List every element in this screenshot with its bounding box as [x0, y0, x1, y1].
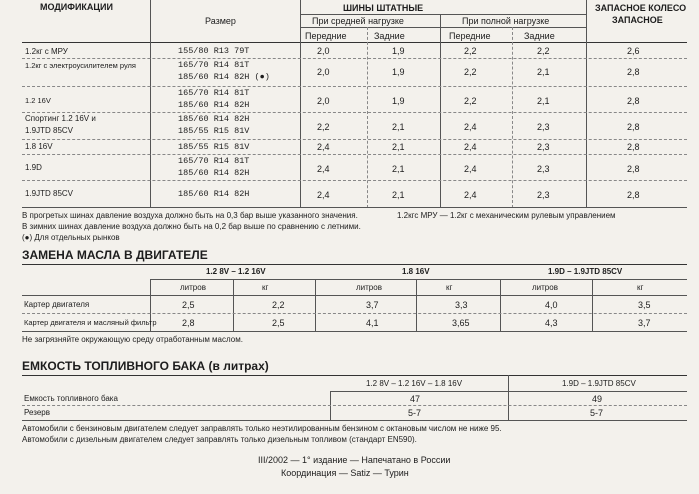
- row-separator: [22, 58, 687, 59]
- tire-row-value: 2,4: [464, 142, 477, 152]
- oil-value: 4,0: [545, 300, 558, 310]
- oil-value: 3,3: [455, 300, 468, 310]
- oil-group: 1.2 8V – 1.2 16V: [206, 267, 266, 276]
- fuel-col: [508, 375, 509, 420]
- row-separator: [22, 112, 687, 113]
- tire-row-value: 2,3: [537, 190, 550, 200]
- tire-row-size: 185/60 R14 82H (●): [178, 72, 270, 82]
- tire-row-size: 185/60 R14 82H: [178, 114, 250, 124]
- tire-row-value: 2,1: [392, 164, 405, 174]
- oil-col: [315, 279, 316, 332]
- full-load-header: При полной нагрузке: [462, 16, 550, 26]
- tire-row-value: 2,3: [537, 142, 550, 152]
- tire-row-size: 185/55 R15 81V: [178, 142, 250, 152]
- oil-group: 1.9D – 1.9JTD 85CV: [548, 267, 623, 276]
- tire-row-model: 1.9JTD 85CV: [25, 189, 74, 198]
- full-front-header: Передние: [449, 31, 491, 41]
- tire-row-size: 185/60 R14 82H: [178, 100, 250, 110]
- avg-rear-header: Задние: [374, 31, 405, 41]
- tire-row-value: 2,6: [627, 46, 640, 56]
- tire-row-value: 2,8: [627, 67, 640, 77]
- tire-row-value: 2,2: [464, 96, 477, 106]
- oil-value: 2,8: [182, 318, 195, 328]
- oil-row-label: Картер двигателя: [24, 300, 90, 309]
- oil-value: 2,2: [272, 300, 285, 310]
- header-line: [300, 27, 586, 28]
- fuel-group: 1.2 8V – 1.2 16V – 1.8 16V: [366, 379, 463, 388]
- tire-row-value: 2,8: [627, 122, 640, 132]
- oil-line: [22, 295, 687, 296]
- tire-row-model: 1.9JTD 85CV: [25, 126, 74, 135]
- size-header: Размер: [205, 16, 236, 26]
- tire-row-size: 185/60 R14 82H: [178, 168, 250, 178]
- tire-row-value: 1,9: [392, 67, 405, 77]
- fuel-row-label: Емкость топливного бака: [24, 394, 118, 403]
- fuel-value: 5-7: [408, 408, 422, 418]
- tire-row-value: 2,0: [317, 46, 330, 56]
- tire-row-value: 2,4: [464, 122, 477, 132]
- fuel-note: Автомобили с дизельным двигателем следует заправлять только дизельным топливом (стандарт EN590).: [22, 435, 417, 444]
- tire-row-value: 2,4: [464, 190, 477, 200]
- oil-value: 3,7: [638, 318, 651, 328]
- row-separator: [22, 86, 687, 87]
- modification-header: МОДИФИКАЦИИ: [40, 2, 113, 12]
- fuel-value: 47: [410, 394, 421, 404]
- oil-value: 3,7: [366, 300, 379, 310]
- tire-row-size: 185/55 R15 81V: [178, 126, 250, 136]
- tire-note: 1.2кгс МРУ — 1.2кг с механическим рулевым управлением: [397, 211, 616, 220]
- tire-row-size: 185/60 R14 82H: [178, 189, 250, 199]
- avg-front-header: Передние: [305, 31, 347, 41]
- fuel-value: 49: [592, 394, 603, 404]
- tire-row-value: 2,1: [537, 96, 550, 106]
- footer-line: Координация — Satiz — Турин: [281, 468, 409, 478]
- oil-unit: кг: [637, 283, 644, 292]
- fuel-note: Автомобили с бензиновым двигателем следует заправлять только неэтилированным бензином с октановым числом не ниже 95.: [22, 424, 502, 433]
- tire-row-model: 1.2 16V: [25, 96, 51, 105]
- oil-value: 3,5: [638, 300, 651, 310]
- tire-row-value: 2,0: [317, 96, 330, 106]
- tire-row-model: Спортинг 1.2 16V и: [25, 114, 96, 123]
- col-divider: [440, 14, 441, 208]
- fuel-line: [22, 420, 687, 421]
- header-line: [300, 14, 586, 15]
- standard-tires-header: ШИНЫ ШТАТНЫЕ: [343, 3, 424, 13]
- oil-col: [500, 279, 501, 332]
- footer-line: III/2002 — 1° издание — Напечатано в России: [258, 455, 451, 465]
- oil-value: 3,65: [452, 318, 470, 328]
- tire-row-value: 2,1: [537, 67, 550, 77]
- tire-row-value: 2,2: [317, 122, 330, 132]
- oil-row-label: Картер двигателя и масляный фильтр: [24, 318, 157, 327]
- section-rule: [22, 375, 687, 376]
- fuel-line: [22, 405, 687, 406]
- row-separator: [22, 180, 687, 181]
- tire-row-model: 1.2кг с электроусилителем руля: [25, 61, 136, 70]
- header-line: [22, 42, 687, 43]
- oil-group: 1.8 16V: [402, 267, 430, 276]
- spare-title-header: ЗАПАСНОЕ КОЛЕСО: [595, 3, 687, 13]
- fuel-group: 1.9D – 1.9JTD 85CV: [562, 379, 636, 388]
- tire-row-value: 1,9: [392, 96, 405, 106]
- col-divider: [300, 0, 301, 208]
- oil-unit: литров: [180, 283, 206, 292]
- tire-row-size: 165/70 R14 81T: [178, 88, 250, 98]
- fuel-title: ЕМКОСТЬ ТОПЛИВНОГО БАКА (в литрах): [22, 359, 269, 373]
- tire-row-value: 2,4: [317, 190, 330, 200]
- row-separator: [22, 154, 687, 155]
- tire-row-value: 2,1: [392, 142, 405, 152]
- oil-value: 2,5: [182, 300, 195, 310]
- tire-row-value: 2,2: [537, 46, 550, 56]
- oil-line: [150, 279, 687, 280]
- tire-row-value: 2,2: [464, 67, 477, 77]
- oil-unit: литров: [356, 283, 382, 292]
- tire-row-value: 2,2: [464, 46, 477, 56]
- tire-row-value: 2,1: [392, 190, 405, 200]
- tire-row-value: 2,3: [537, 164, 550, 174]
- tire-row-value: 2,8: [627, 190, 640, 200]
- tire-row-value: 2,8: [627, 164, 640, 174]
- tire-row-value: 2,4: [317, 164, 330, 174]
- tire-note: В прогретых шинах давление воздуха должно быть на 0,3 бар выше указанного значения.: [22, 211, 358, 220]
- oil-line: [22, 331, 687, 332]
- oil-col: [233, 279, 234, 332]
- oil-value: 4,3: [545, 318, 558, 328]
- oil-note: Не загрязняйте окружающую среду отработанным маслом.: [22, 335, 243, 344]
- oil-unit: кг: [446, 283, 453, 292]
- tire-row-size: 165/70 R14 81T: [178, 60, 250, 70]
- row-separator: [22, 139, 687, 140]
- spare-header: ЗАПАСНОЕ: [612, 15, 663, 25]
- tire-row-value: 2,0: [317, 67, 330, 77]
- col-divider: [150, 0, 151, 208]
- tire-row-size: 165/70 R14 81T: [178, 156, 250, 166]
- oil-unit: кг: [262, 283, 269, 292]
- tire-note: В зимних шинах давление воздуха должно быть на 0,2 бар выше по сравнению с летними.: [22, 222, 361, 231]
- fuel-row-label: Резерв: [24, 408, 50, 417]
- tire-row-value: 2,4: [464, 164, 477, 174]
- tire-row-model: 1.9D: [25, 163, 42, 172]
- oil-unit: литров: [532, 283, 558, 292]
- tire-row-value: 2,3: [537, 122, 550, 132]
- section-rule: [22, 264, 687, 265]
- oil-line: [22, 313, 687, 314]
- fuel-value: 5-7: [590, 408, 604, 418]
- tire-row-value: 1,9: [392, 46, 405, 56]
- avg-load-header: При средней нагрузке: [312, 16, 404, 26]
- col-divider: [586, 0, 587, 208]
- tire-row-value: 2,1: [392, 122, 405, 132]
- tire-note: (●) Для отдельных рынков: [22, 233, 120, 242]
- oil-col: [416, 279, 417, 332]
- full-rear-header: Задние: [524, 31, 555, 41]
- oil-value: 4,1: [366, 318, 379, 328]
- oil-value: 2,5: [272, 318, 285, 328]
- row-separator: [22, 207, 687, 208]
- tire-row-value: 2,4: [317, 142, 330, 152]
- oil-title: ЗАМЕНА МАСЛА В ДВИГАТЕЛЕ: [22, 248, 208, 262]
- oil-col: [592, 279, 593, 332]
- tire-row-value: 2,8: [627, 142, 640, 152]
- tire-row-model: 1.8 16V: [25, 142, 53, 151]
- tire-row-size: 155/80 R13 79T: [178, 46, 250, 56]
- tire-row-value: 2,8: [627, 96, 640, 106]
- tire-row-model: 1.2кг с МРУ: [25, 47, 68, 56]
